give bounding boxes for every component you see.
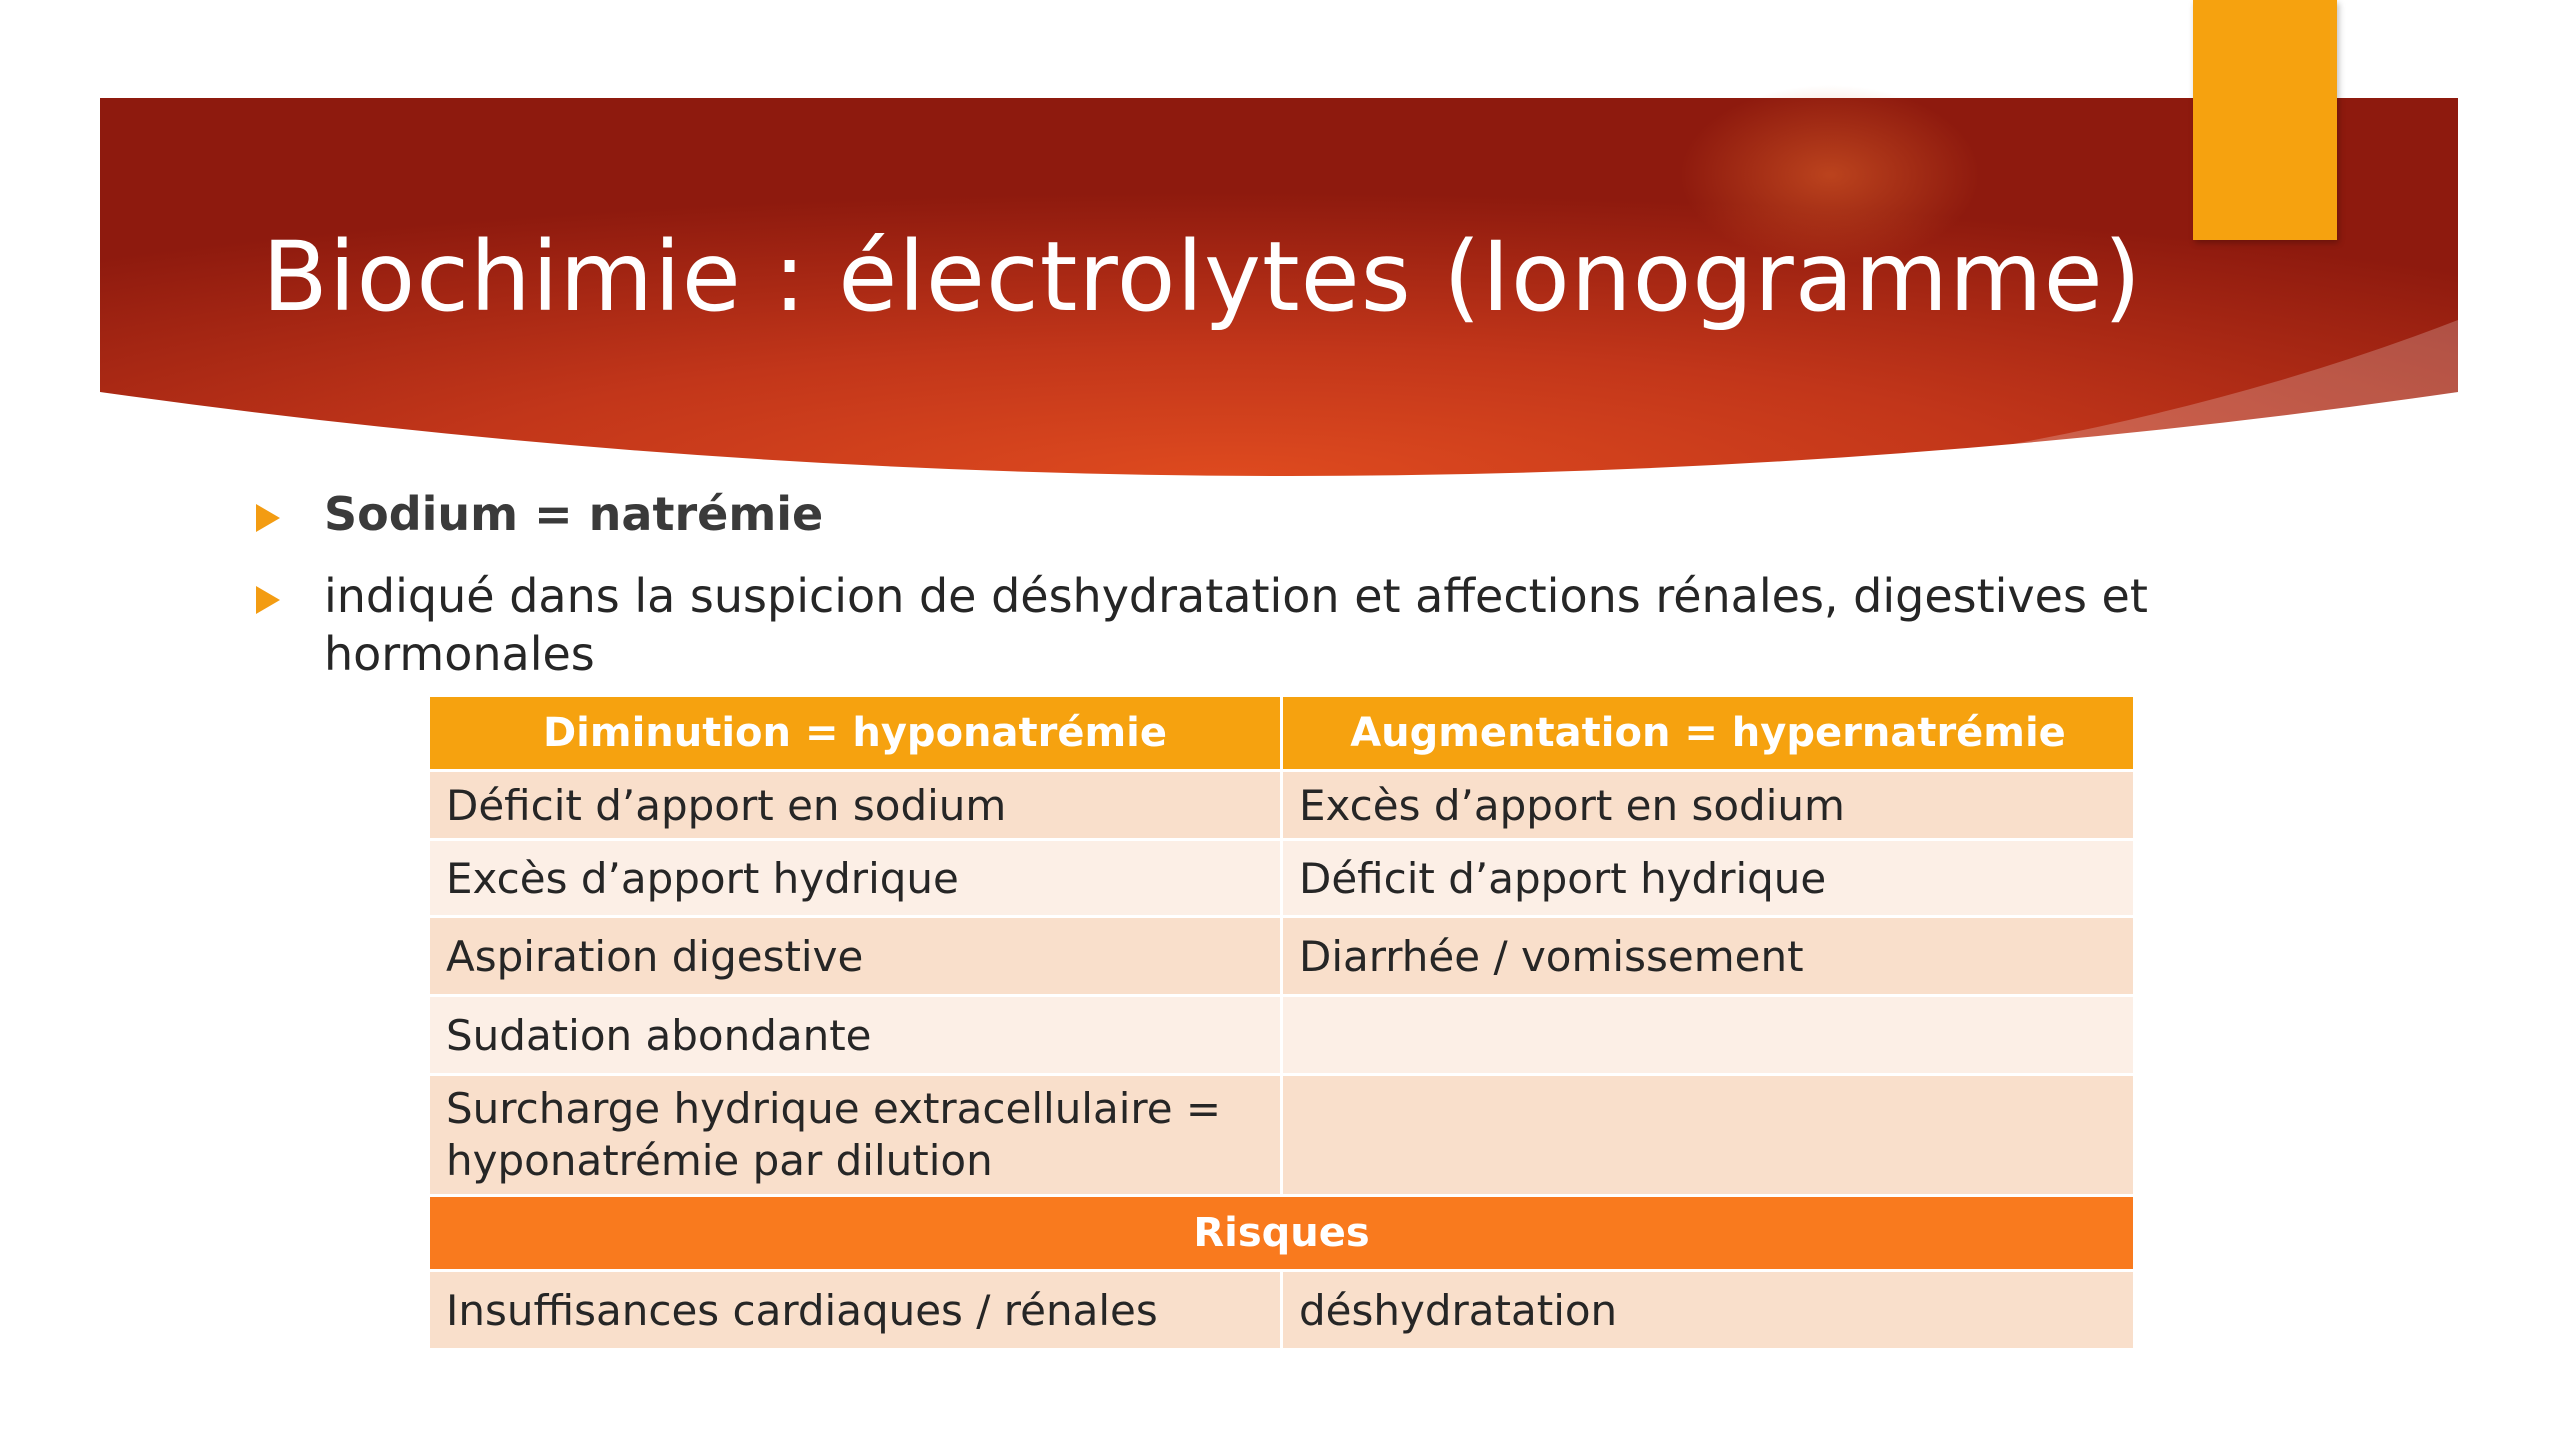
risk-header-row (429, 1196, 2135, 1271)
table-cell: Surcharge hydrique extracellulaire = hyponatrémie par dilution (429, 1075, 1282, 1196)
table-cell (1282, 1075, 2135, 1196)
table-row (429, 840, 2135, 917)
slide-title: Biochimie : électrolytes (Ionogramme) (262, 221, 2143, 333)
risk-header: Risques (429, 1196, 2135, 1271)
table-cell: Déficit d’apport en sodium (429, 771, 1282, 840)
bullet-item-indication (250, 567, 2250, 683)
triangle-bullet-icon (256, 504, 280, 532)
table-row (429, 917, 2135, 996)
triangle-bullet-icon (256, 586, 280, 614)
table-row (429, 996, 2135, 1075)
bullet-item-sodium (250, 485, 2250, 543)
table-row (429, 771, 2135, 840)
table-cell: Excès d’apport en sodium (1282, 771, 2135, 840)
header-hyponatremia: Diminution = hyponatrémie (429, 696, 1282, 771)
table-row (429, 1075, 2135, 1196)
table-cell: Aspiration digestive (429, 917, 1282, 996)
table-cell: Diarrhée / vomissement (1282, 917, 2135, 996)
bullet-text: Sodium = natrémie (324, 487, 824, 541)
table-cell: Excès d’apport hydrique (429, 840, 1282, 917)
table-cell: Déficit d’apport hydrique (1282, 840, 2135, 917)
table-header-row (429, 696, 2135, 771)
table-cell: déshydratation (1282, 1271, 2135, 1350)
table-row (429, 1271, 2135, 1350)
accent-tab (2193, 0, 2337, 240)
bullet-text: indiqué dans la suspicion de déshydratation et affections rénales, digestives et hormonales (324, 569, 2148, 681)
bullet-list (250, 485, 2250, 683)
header-hypernatremia: Augmentation = hypernatrémie (1282, 696, 2135, 771)
table-cell: Insuffisances cardiaques / rénales (429, 1271, 1282, 1350)
table-cell (1282, 996, 2135, 1075)
table-cell: Sudation abondante (429, 996, 1282, 1075)
natremia-table (427, 694, 2133, 1351)
